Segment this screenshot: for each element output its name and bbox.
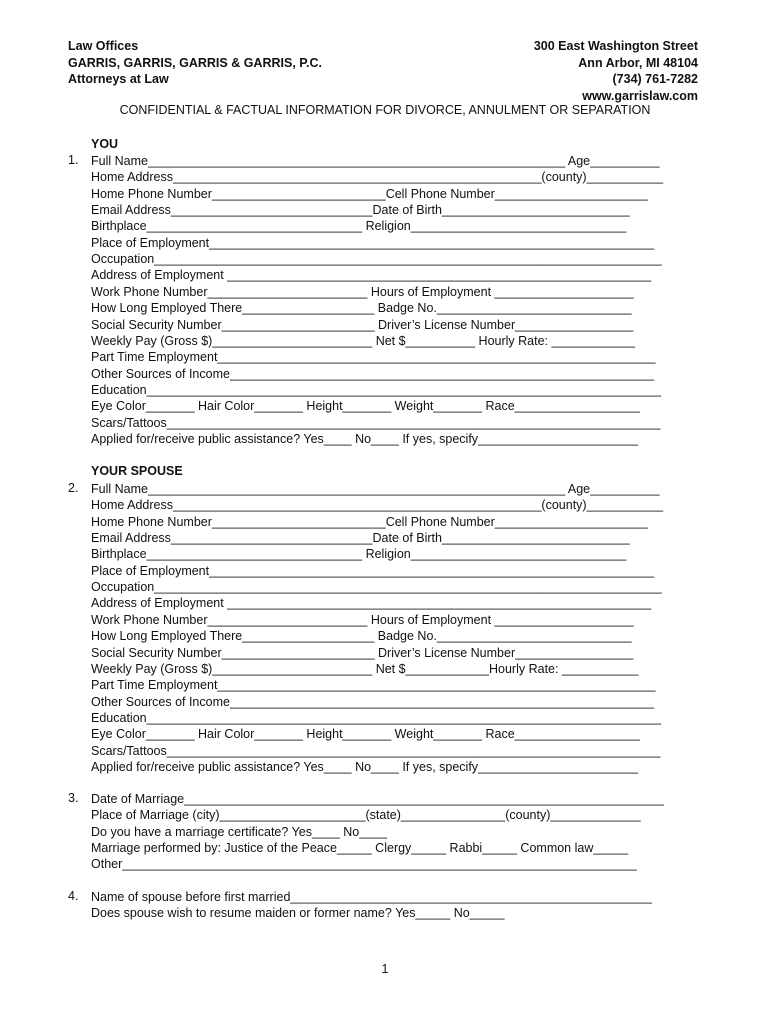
form-field-line[interactable]: Birthplace_______________________________ Religion_______________________________ — [91, 547, 627, 562]
form-field-line[interactable]: Education__________________________________________________________________________ — [91, 382, 662, 397]
form-field-line[interactable]: Home Address_____________________________________________________(county)___________ — [91, 498, 664, 513]
form-field-line[interactable]: Full Name____________________________________________________________ Age__________ — [91, 482, 660, 496]
form-field-line[interactable]: Part Time Employment_______________________________________________________________ — [91, 678, 656, 693]
firm-address-block — [534, 38, 698, 104]
form-field-line[interactable]: Education__________________________________________________________________________ — [91, 710, 662, 725]
form-field-line[interactable]: Occupation_________________________________________________________________________ — [91, 252, 662, 267]
phone-line: (734) 761-7282 — [612, 72, 698, 86]
form-field-line[interactable]: Do you have a marriage certificate? Yes____ No____ — [91, 824, 388, 839]
form-field-line[interactable]: Address of Employment _____________________________________________________________ — [91, 268, 652, 283]
form-field-line[interactable]: Place of Employment________________________________________________________________ — [91, 563, 655, 578]
form-field-line[interactable]: Social Security Number______________________ Driver’s License Number_________________ — [91, 317, 634, 332]
form-field-line[interactable]: Applied for/receive public assistance? Yes____ No____ If yes, specify_______________________ — [91, 759, 638, 774]
page-number: 1 — [381, 962, 389, 976]
section-number: 3. — [68, 791, 79, 805]
document-title: CONFIDENTIAL & FACTUAL INFORMATION FOR DIVORCE, ANNULMENT OR SEPARATION — [119, 103, 651, 117]
form-field-line[interactable]: Other Sources of Income_____________________________________________________________ — [91, 366, 655, 381]
address-line: Ann Arbor, MI 48104 — [578, 55, 698, 70]
form-field-line[interactable]: Work Phone Number_______________________ Hours of Employment ____________________ — [91, 284, 634, 299]
section-number: 1. — [68, 153, 79, 167]
form-field-line[interactable]: Home Phone Number_________________________Cell Phone Number______________________ — [91, 514, 648, 529]
form-field-line[interactable]: Scars/Tattoos_______________________________________________________________________ — [91, 415, 661, 430]
form-field-line[interactable]: Date of Marriage_____________________________________________________________________ — [91, 792, 664, 806]
form-field-line[interactable]: Address of Employment _____________________________________________________________ — [91, 596, 652, 611]
form-field-line[interactable]: Occupation_________________________________________________________________________ — [91, 580, 662, 595]
address-line: 300 East Washington Street — [533, 39, 698, 53]
form-field-line[interactable]: Email Address_____________________________Date of Birth___________________________ — [91, 203, 630, 218]
form-field-line[interactable]: Home Phone Number_________________________Cell Phone Number______________________ — [91, 186, 648, 201]
form-field-line[interactable]: How Long Employed There___________________ Badge No.____________________________ — [91, 629, 632, 644]
section-spouse-heading: YOUR SPOUSE — [91, 464, 183, 478]
firm-line: Law Offices — [68, 39, 139, 53]
form-field-line[interactable]: Other__________________________________________________________________________ — [91, 857, 637, 872]
firm-name-block — [68, 38, 322, 88]
section-number: 4. — [68, 889, 79, 903]
form-field-line[interactable]: Home Address_____________________________________________________(county)___________ — [91, 170, 664, 185]
form-field-line[interactable]: Birthplace_______________________________ Religion_______________________________ — [91, 219, 627, 234]
firm-line: Attorneys at Law — [68, 72, 169, 86]
firm-line: GARRIS, GARRIS, GARRIS & GARRIS, P.C. — [68, 55, 322, 70]
form-field-line[interactable]: Eye Color_______ Hair Color_______ Height_______ Weight_______ Race__________________ — [91, 399, 640, 414]
form-field-line[interactable]: How Long Employed There___________________ Badge No.____________________________ — [91, 301, 632, 316]
form-field-line[interactable]: Eye Color_______ Hair Color_______ Height_______ Weight_______ Race__________________ — [91, 727, 640, 742]
section-you-heading: YOU — [91, 137, 119, 151]
form-field-line[interactable]: Does spouse wish to resume maiden or former name? Yes_____ No_____ — [91, 906, 505, 921]
form-field-line[interactable]: Marriage performed by: Justice of the Peace_____ Clergy_____ Rabbi_____ Common law_____ — [91, 841, 629, 856]
form-field-line[interactable]: Social Security Number______________________ Driver’s License Number_________________ — [91, 645, 634, 660]
form-field-line[interactable]: Weekly Pay (Gross $)_______________________ Net $____________Hourly Rate: ___________ — [91, 661, 639, 676]
form-field-line[interactable]: Weekly Pay (Gross $)_______________________ Net $__________ Hourly Rate: ____________ — [91, 333, 635, 348]
section-number: 2. — [68, 481, 79, 495]
form-field-line[interactable]: Full Name____________________________________________________________ Age__________ — [91, 154, 660, 168]
form-field-line[interactable]: Name of spouse before first married____________________________________________________ — [91, 890, 652, 904]
form-field-line[interactable]: Work Phone Number_______________________ Hours of Employment ____________________ — [91, 612, 634, 627]
form-field-line[interactable]: Other Sources of Income_____________________________________________________________ — [91, 694, 655, 709]
form-field-line[interactable]: Place of Marriage (city)_____________________(state)_______________(county)_____________ — [91, 808, 641, 823]
form-field-line[interactable]: Place of Employment________________________________________________________________ — [91, 235, 655, 250]
form-field-line[interactable]: Scars/Tattoos_______________________________________________________________________ — [91, 743, 661, 758]
form-field-line[interactable]: Applied for/receive public assistance? Yes____ No____ If yes, specify_______________________ — [91, 431, 638, 446]
website-line: www.garrislaw.com — [582, 88, 698, 103]
form-field-line[interactable]: Part Time Employment_______________________________________________________________ — [91, 350, 656, 365]
form-field-line[interactable]: Email Address_____________________________Date of Birth___________________________ — [91, 531, 630, 546]
